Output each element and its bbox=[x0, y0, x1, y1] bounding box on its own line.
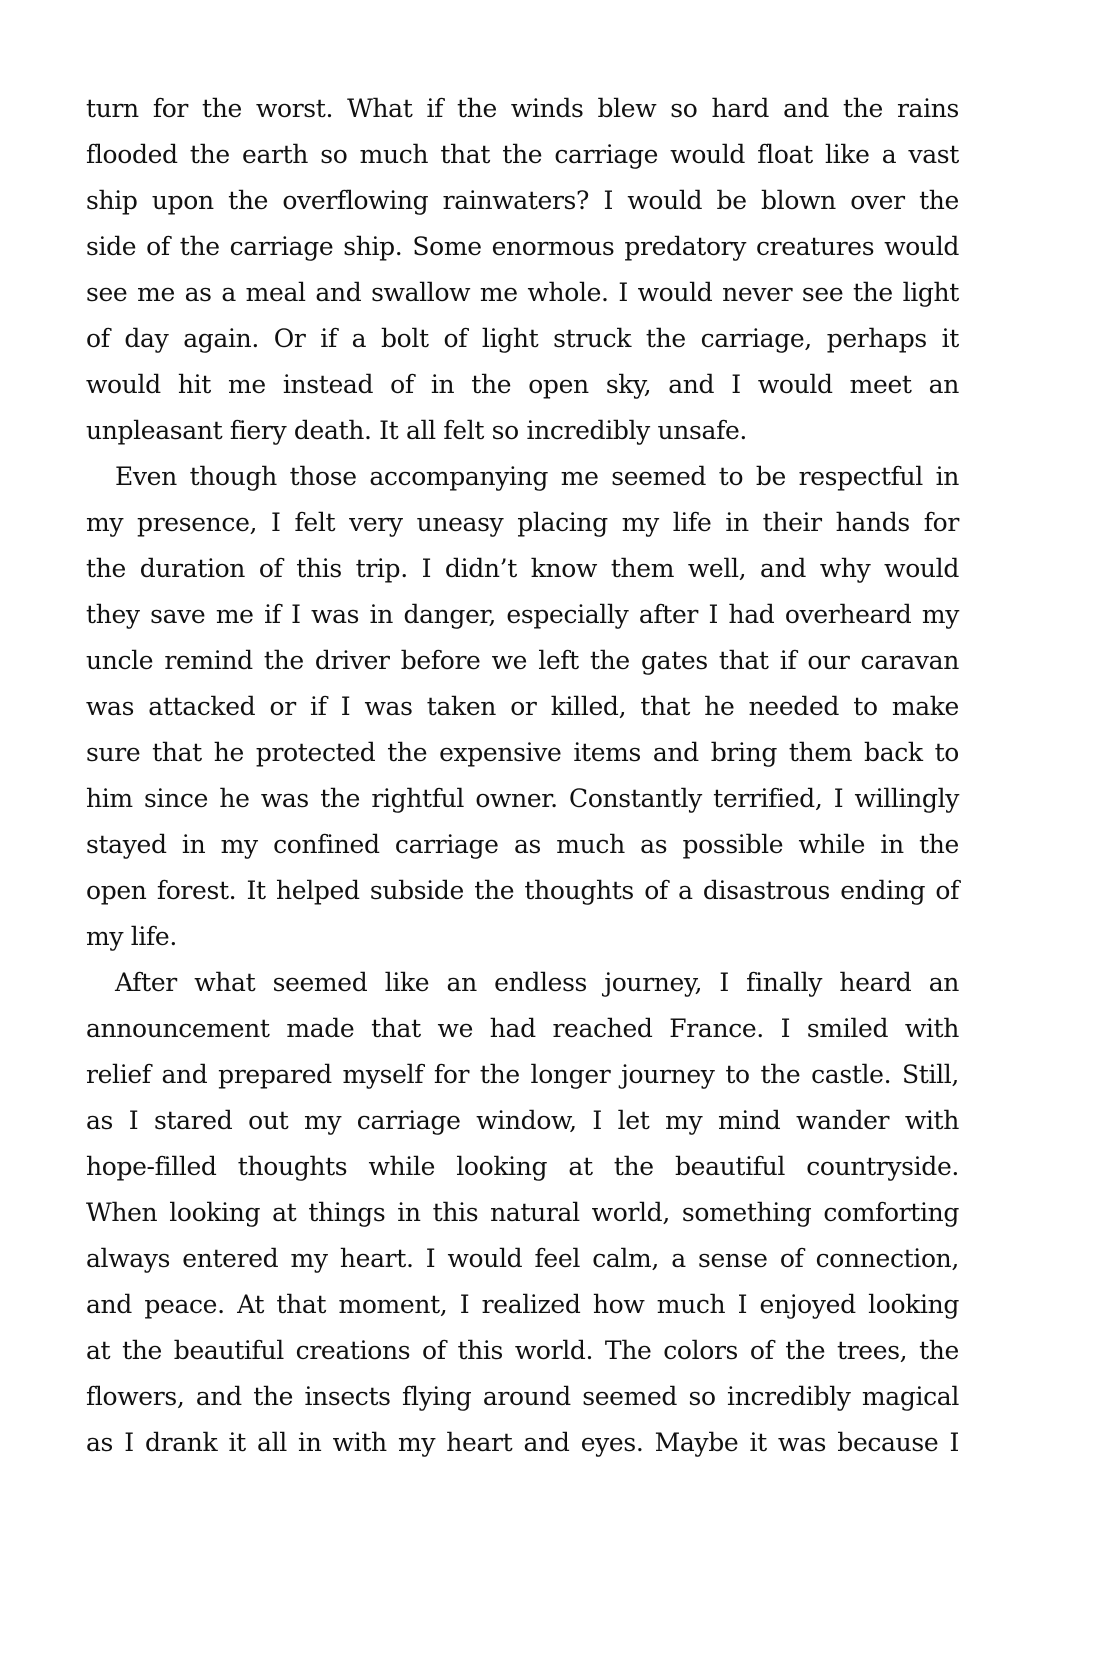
text-line: turn for the worst. What if the winds blew so hard and the rains bbox=[86, 94, 959, 123]
text-line: would hit me instead of in the open sky, and I would meet an bbox=[86, 370, 959, 399]
text-line: always entered my heart. I would feel calm, a sense of connection, bbox=[86, 1244, 959, 1273]
text-line: my presence, I felt very uneasy placing my life in their hands for bbox=[86, 508, 959, 537]
text-line: see me as a meal and swallow me whole. I would never see the light bbox=[86, 278, 959, 307]
book-page bbox=[86, 86, 959, 1466]
text-line: stayed in my confined carriage as much as possible while in the bbox=[86, 830, 959, 859]
paragraph bbox=[86, 86, 959, 454]
paragraph bbox=[86, 960, 959, 1466]
text-line: my life. bbox=[86, 922, 177, 951]
text-line: After what seemed like an endless journey, I finally heard an bbox=[115, 968, 959, 997]
text-line: unpleasant fiery death. It all felt so incredibly unsafe. bbox=[86, 416, 748, 445]
text-line: open forest. It helped subside the thoughts of a disastrous ending of bbox=[86, 876, 959, 905]
text-line: him since he was the rightful owner. Constantly terrified, I willingly bbox=[86, 784, 959, 813]
text-line: they save me if I was in danger, especially after I had overheard my bbox=[86, 600, 959, 629]
text-line: hope-filled thoughts while looking at the beautiful countryside. bbox=[86, 1152, 959, 1181]
text-line: the duration of this trip. I didn’t know them well, and why would bbox=[86, 554, 959, 583]
text-line: at the beautiful creations of this world. The colors of the trees, the bbox=[86, 1336, 959, 1365]
text-line: of day again. Or if a bolt of light struck the carriage, perhaps it bbox=[86, 324, 959, 353]
text-line: relief and prepared myself for the longer journey to the castle. Still, bbox=[86, 1060, 959, 1089]
text-line: as I drank it all in with my heart and eyes. Maybe it was because I bbox=[86, 1428, 959, 1457]
text-line: side of the carriage ship. Some enormous predatory creatures would bbox=[86, 232, 959, 261]
text-line: Even though those accompanying me seemed to be respectful in bbox=[115, 462, 959, 491]
text-line: and peace. At that moment, I realized how much I enjoyed looking bbox=[86, 1290, 959, 1319]
text-line: flooded the earth so much that the carriage would float like a vast bbox=[86, 140, 959, 169]
text-line: announcement made that we had reached France. I smiled with bbox=[86, 1014, 959, 1043]
text-line: ship upon the overflowing rainwaters? I would be blown over the bbox=[86, 186, 959, 215]
paragraph bbox=[86, 454, 959, 960]
text-line: When looking at things in this natural world, something comforting bbox=[86, 1198, 959, 1227]
text-line: was attacked or if I was taken or killed, that he needed to make bbox=[86, 692, 959, 721]
text-line: flowers, and the insects flying around seemed so incredibly magical bbox=[86, 1382, 959, 1411]
text-line: sure that he protected the expensive items and bring them back to bbox=[86, 738, 959, 767]
text-line: uncle remind the driver before we left the gates that if our caravan bbox=[86, 646, 959, 675]
text-line: as I stared out my carriage window, I let my mind wander with bbox=[86, 1106, 959, 1135]
